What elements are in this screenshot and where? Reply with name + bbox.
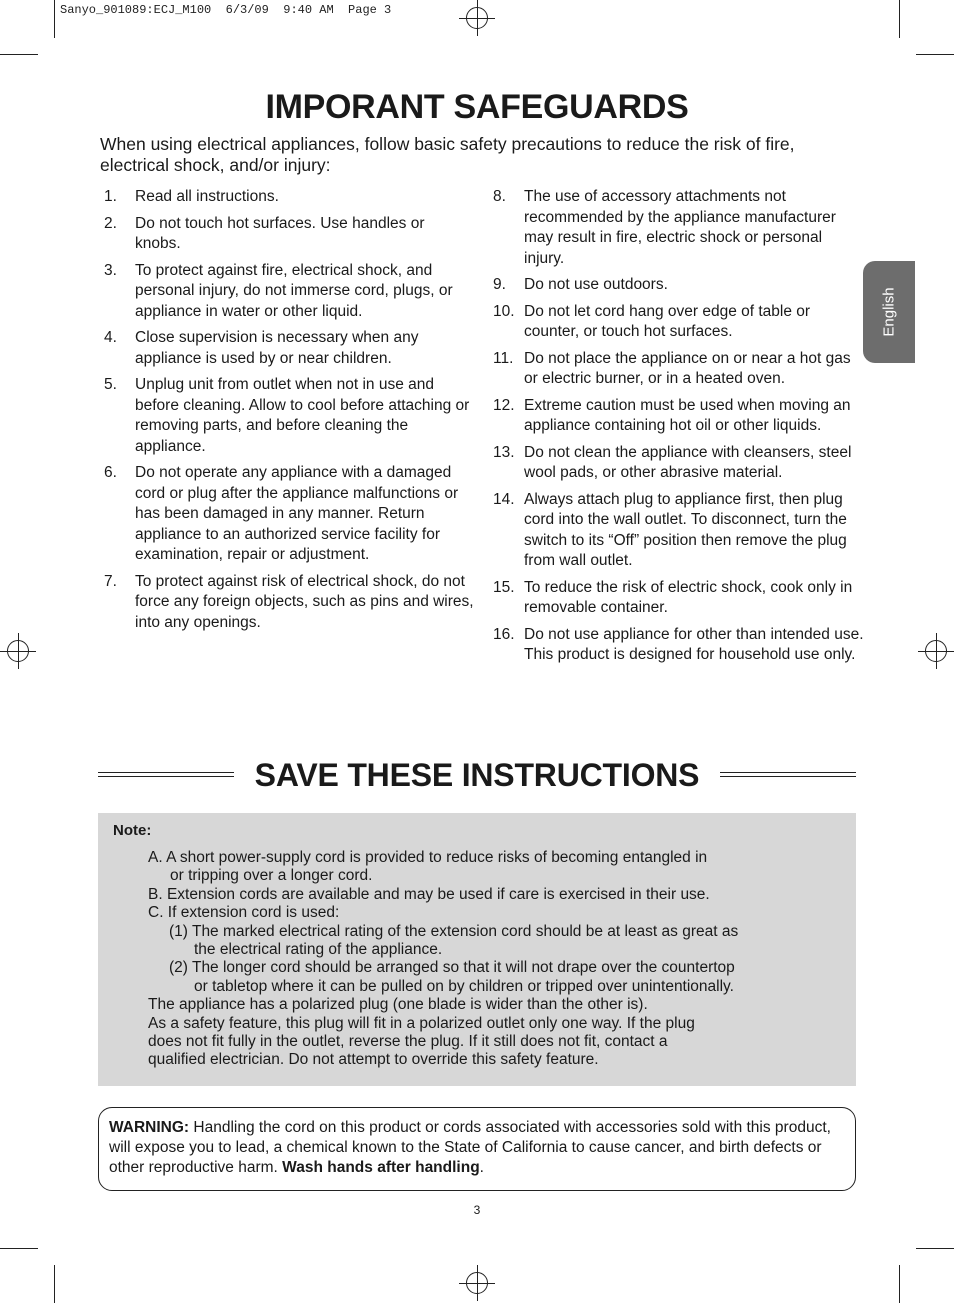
warning-box: [98, 1107, 856, 1191]
safeguard-item: [104, 187, 474, 208]
crop-mark: [54, 0, 55, 38]
safeguard-item: [493, 490, 865, 572]
item-text: To reduce the risk of electric shock, cook only in removable container.: [524, 578, 853, 616]
note-label: Note:: [113, 822, 152, 839]
crop-mark: [916, 54, 954, 55]
item-number: 1.: [104, 188, 117, 205]
note-c: C. If extension cord is used:: [148, 904, 340, 922]
item-number: 6.: [104, 464, 117, 481]
crop-mark: [0, 1248, 38, 1249]
language-tab: [863, 261, 915, 363]
note-c2-line2: or tabletop where it can be pulled on by children or tripped over unintentionally.: [194, 977, 734, 995]
item-number: 7.: [104, 572, 117, 590]
item-number: 13.: [493, 443, 515, 461]
note-a-line1: A. A short power-supply cord is provided to reduce risks of becoming entangled in: [148, 849, 708, 866]
safeguards-list-right: [493, 187, 865, 672]
item-text: Always attach plug to appliance first, then plug cord into the wall outlet. To disconnect, turn the switch to its “Off” position then remove the plug from wall outlet.: [524, 490, 847, 569]
save-instructions-banner: [98, 755, 856, 795]
item-number: 16.: [493, 625, 515, 643]
item-text: To protect against risk of electrical shock, do not force any foreign objects, such as pins and wires, into any openings.: [135, 572, 474, 631]
item-number: 9.: [493, 276, 506, 293]
item-text: The use of accessory attachments not recommended by the appliance manufacturer may result in fire, electric shock or personal injury.: [524, 188, 836, 267]
item-number: 12.: [493, 396, 515, 414]
safeguard-item: [493, 187, 865, 269]
safeguard-item: [493, 578, 865, 619]
item-text: Do not let cord hang over edge of table or counter, or touch hot surfaces.: [524, 302, 811, 340]
item-text: Close supervision is necessary when any appliance is used by or near children.: [135, 329, 419, 367]
item-number: 14.: [493, 490, 515, 508]
safeguard-item: [493, 625, 865, 666]
note-polarized-line4: qualified electrician. Do not attempt to override this safety feature.: [148, 1051, 599, 1069]
save-instructions-heading: SAVE THESE INSTRUCTIONS: [254, 757, 700, 793]
note-box: [98, 813, 856, 1086]
item-text: Do not touch hot surfaces. Use handles or knobs.: [135, 214, 425, 252]
safeguard-item: [104, 375, 474, 457]
warning-emphasis: Wash hands after handling: [282, 1159, 480, 1176]
crop-mark: [0, 54, 38, 55]
safeguard-item: [104, 328, 474, 369]
registration-mark-top: [459, 0, 495, 36]
divider-right: [720, 772, 856, 777]
crop-mark: [916, 1248, 954, 1249]
item-number: 15.: [493, 578, 515, 596]
safeguard-item: [493, 275, 865, 296]
note-c1-line1: (1) The marked electrical rating of the extension cord should be at least as great as: [169, 922, 739, 940]
item-number: 10.: [493, 302, 515, 320]
print-slug: Sanyo_901089:ECJ_M100 6/3/09 9:40 AM Page 3: [60, 3, 392, 17]
warning-text: Handling the cord on this product or cords associated with accessories sold with this product, will expose you to lead, a chemical known to the State of California to cause cancer, and birth defects or other reproductive harm.: [109, 1119, 831, 1176]
item-text: Unplug unit from outlet when not in use and before cleaning. Allow to cool before attaching or removing parts, and before cleaning the appliance.: [135, 376, 470, 455]
note-polarized-line2: As a safety feature, this plug will fit in a polarized outlet only one way. If the plug: [148, 1014, 695, 1032]
item-number: 2.: [104, 214, 117, 232]
note-b: B. Extension cords are available and may be used if care is exercised in their use.: [148, 885, 710, 903]
note-polarized-line3: does not fit fully in the outlet, reverse the plug. If it still does not fit, contact a: [148, 1033, 668, 1051]
note-c1-line2: the electrical rating of the appliance.: [194, 941, 443, 959]
item-number: 4.: [104, 329, 117, 346]
item-number: 5.: [104, 376, 117, 393]
warning-label: WARNING:: [109, 1119, 190, 1136]
warning-end: .: [479, 1159, 484, 1176]
safeguard-item: [493, 396, 865, 437]
note-body: [148, 849, 828, 1070]
crop-mark: [899, 1265, 900, 1303]
item-text: Extreme caution must be used when moving an appliance containing hot oil or other liquids.: [524, 396, 851, 434]
item-number: 11.: [493, 349, 514, 367]
crop-mark: [54, 1265, 55, 1303]
item-text: Do not use outdoors.: [524, 276, 668, 293]
item-text: Read all instructions.: [135, 188, 279, 205]
item-text: Do not operate any appliance with a damaged cord or plug after the appliance malfunctions or has been damaged in any manner. Return appliance to an authorized service facility for examination, repair or adjustment.: [135, 464, 459, 563]
safeguard-item: [104, 214, 474, 255]
page-number: 3: [473, 1203, 481, 1217]
note-a-line2: or tripping over a longer cord.: [170, 867, 373, 885]
registration-mark-bottom: [459, 1265, 495, 1301]
language-tab-label: English: [880, 287, 898, 337]
note-polarized-line1: The appliance has a polarized plug (one blade is wider than the other is).: [148, 996, 648, 1014]
safeguards-list-left: [104, 187, 474, 639]
intro-paragraph: When using electrical appliances, follow basic safety precautions to reduce the risk of fire, electrical shock, and/or injury:: [100, 134, 795, 175]
safeguard-item: [104, 261, 474, 323]
safeguard-item: [493, 302, 865, 343]
page-title: IMPORANT SAFEGUARDS: [265, 88, 689, 126]
item-text: Do not use appliance for other than intended use. This product is designed for household use only.: [524, 625, 864, 663]
item-text: To protect against fire, electrical shock, and personal injury, do not immerse cord, plugs, or appliance in water or other liquid.: [135, 261, 453, 320]
registration-mark-right: [918, 633, 954, 669]
safeguard-item: [493, 349, 865, 390]
item-number: 3.: [104, 261, 117, 279]
safeguard-item: [493, 443, 865, 484]
item-text: Do not clean the appliance with cleansers, steel wool pads, or other abrasive material.: [524, 443, 852, 481]
crop-mark: [899, 0, 900, 38]
note-c2-line1: (2) The longer cord should be arranged so that it will not drape over the countertop: [169, 959, 735, 977]
item-text: Do not place the appliance on or near a hot gas or electric burner, or in a heated oven.: [524, 349, 851, 387]
safeguard-item: [104, 572, 474, 634]
registration-mark-left: [0, 633, 36, 669]
safeguard-item: [104, 463, 474, 566]
item-number: 8.: [493, 188, 506, 205]
